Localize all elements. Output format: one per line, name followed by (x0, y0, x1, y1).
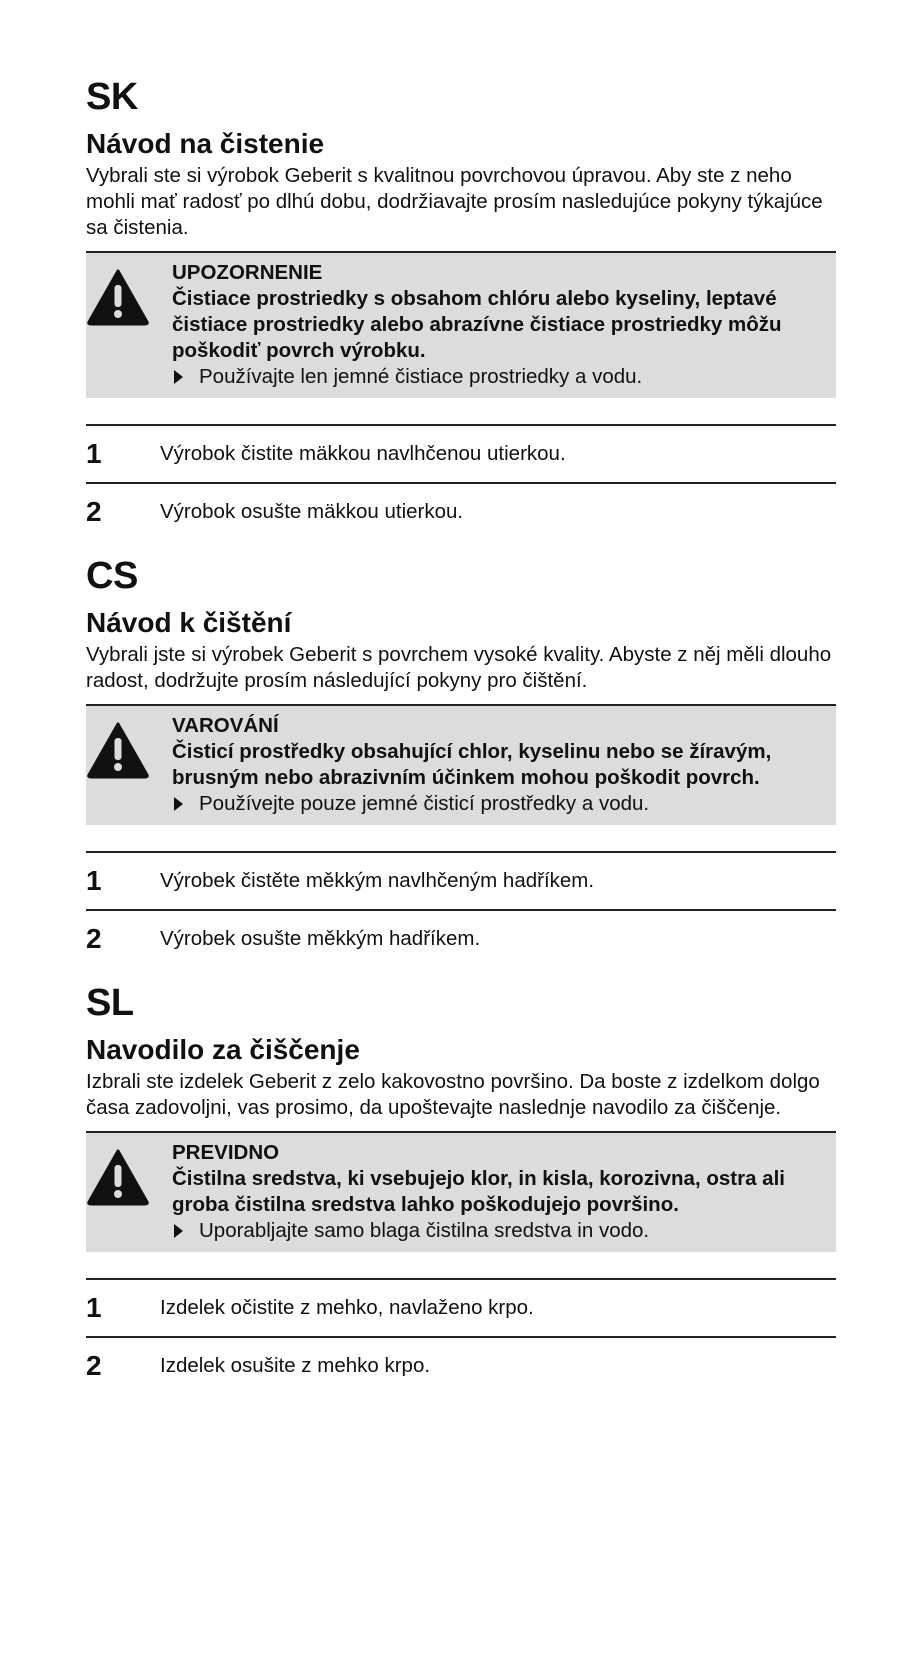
step-item (86, 909, 836, 967)
step-text: Výrobok osušte mäkkou utierkou. (160, 500, 464, 523)
step-text: Výrobok čistite mäkkou navlhčenou utierkou. (160, 442, 566, 465)
warning-box (86, 704, 836, 825)
warning-action-text: Uporabljajte samo blaga čistilna sredstva in vodo. (199, 1219, 650, 1242)
steps-list (86, 851, 836, 967)
warning-title: UPOZORNENIE (172, 261, 323, 284)
warning-text: Čisticí prostředky obsahující chlor, kyselinu nebo se žíravým, brusným nebo abrazivním účinkem mohou poškodit povrch. (172, 740, 772, 789)
language-code: SK (86, 76, 138, 118)
step-item (86, 1280, 836, 1336)
arrow-right-icon (174, 1224, 183, 1238)
step-number: 1 (86, 438, 102, 469)
step-text: Izdelek očistite z mehko, navlaženo krpo. (160, 1296, 534, 1319)
section-cs (86, 554, 836, 967)
step-number: 2 (86, 1350, 102, 1381)
warning-title: PREVIDNO (172, 1141, 280, 1164)
arrow-right-icon (174, 797, 183, 811)
language-code: CS (86, 555, 138, 597)
step-item (86, 1336, 836, 1394)
warning-box (86, 1131, 836, 1252)
intro-text: Izbrali ste izdelek Geberit z zelo kakovostno površino. Da boste z izdelkom dolgo časa zadovoljni, vas prosimo, da upoštevajte naslednje navodilo za čiščenje. (86, 1070, 820, 1119)
section-sk (86, 75, 836, 540)
intro-text: Vybrali ste si výrobok Geberit s kvalitnou povrchovou úpravou. Aby ste z neho mohli mať radosť po dlhú dobu, dodržiavajte prosím nasledujúce pokyny týkajúce sa čistenia. (86, 164, 823, 239)
intro-text: Vybrali jste si výrobek Geberit s povrchem vysoké kvality. Abyste z něj měli dlouho radost, dodržujte prosím následující pokyny pro čištění. (86, 643, 832, 692)
step-number: 2 (86, 923, 102, 954)
warning-action-text: Používajte len jemné čistiace prostriedky a vodu. (199, 365, 643, 388)
warning-title: VAROVÁNÍ (172, 714, 279, 737)
step-number: 1 (86, 1292, 102, 1323)
language-code: SL (86, 982, 134, 1024)
warning-box (86, 251, 836, 398)
section-title: Návod na čistenie (86, 128, 325, 159)
step-text: Výrobek čistěte měkkým navlhčeným hadříkem. (160, 869, 595, 892)
step-text: Izdelek osušite z mehko krpo. (160, 1354, 431, 1377)
warning-action (172, 791, 832, 817)
page (86, 75, 836, 1408)
arrow-right-icon (174, 370, 183, 384)
warning-text: Čistilna sredstva, ki vsebujejo klor, in kisla, korozivna, ostra ali groba čistilna sredstva lahko poškodujejo površino. (172, 1167, 785, 1216)
step-item (86, 426, 836, 482)
section-title: Návod k čištění (86, 607, 292, 638)
warning-triangle-icon (86, 721, 150, 779)
step-number: 1 (86, 865, 102, 896)
warning-triangle-icon (86, 268, 150, 326)
steps-list (86, 1278, 836, 1394)
step-number: 2 (86, 496, 102, 527)
warning-triangle-icon (86, 1148, 150, 1206)
warning-text: Čistiace prostriedky s obsahom chlóru alebo kyseliny, leptavé čistiace prostriedky alebo abrazívne čistiace prostriedky môžu poškodiť povrch výrobku. (172, 287, 782, 362)
warning-action-text: Používejte pouze jemné čisticí prostředky a vodu. (199, 792, 650, 815)
warning-action (172, 364, 832, 390)
section-sl (86, 981, 836, 1394)
warning-action (172, 1218, 832, 1244)
step-text: Výrobek osušte měkkým hadříkem. (160, 927, 481, 950)
section-title: Navodilo za čiščenje (86, 1034, 360, 1065)
steps-list (86, 424, 836, 540)
step-item (86, 482, 836, 540)
step-item (86, 853, 836, 909)
